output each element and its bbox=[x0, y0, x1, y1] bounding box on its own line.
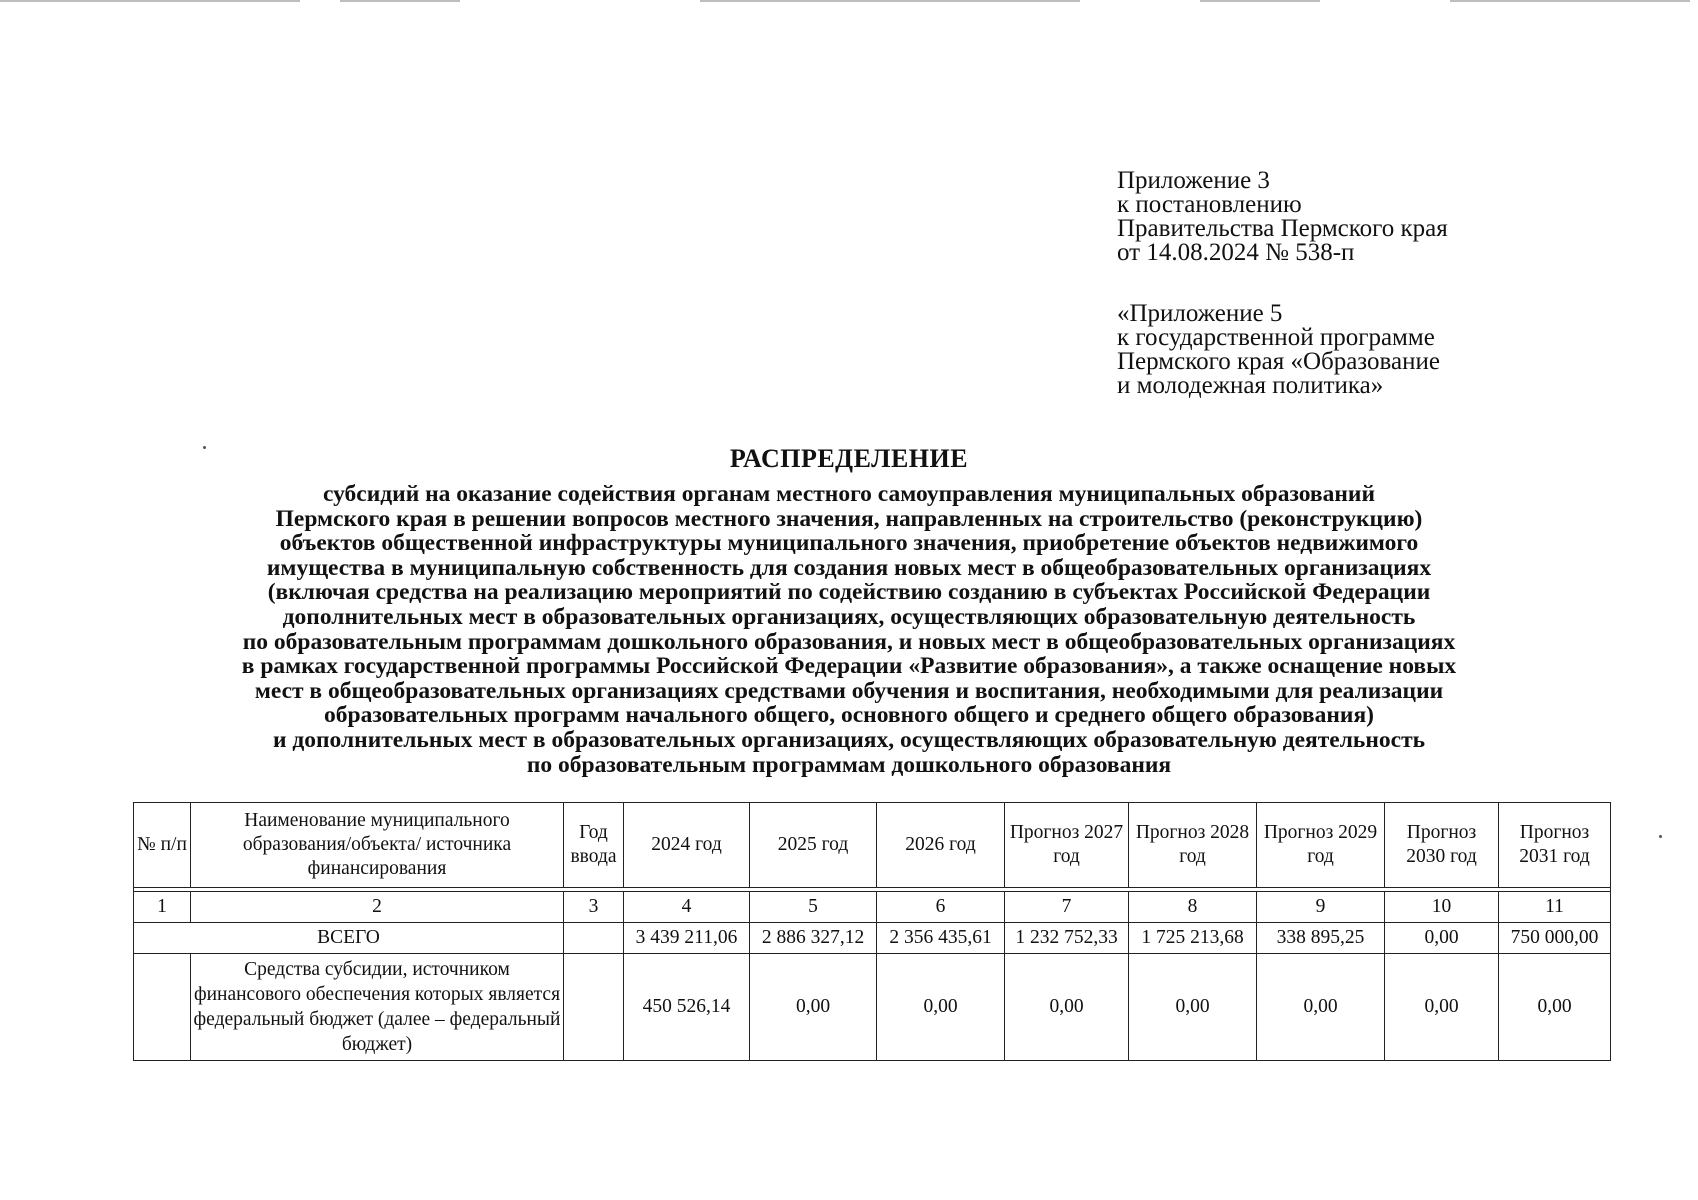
program-appendix-line: «Приложение 5 bbox=[1117, 300, 1283, 327]
program-appendix-line: к государственной программе bbox=[1117, 324, 1435, 351]
federal-2028: 0,00 bbox=[1129, 954, 1257, 1061]
subtitle-line: в рамках государственной программы Российской Федерации «Развитие образования», а также оснащение новых bbox=[241, 653, 1457, 680]
subtitle-line: имущества в муниципальную собственность для создания новых мест в общеобразовательных организациях bbox=[266, 554, 1432, 581]
appendix-line: к постановлению bbox=[1117, 191, 1302, 218]
federal-year-cell bbox=[564, 954, 624, 1061]
column-number: 2 bbox=[191, 892, 564, 923]
total-2026: 2 356 435,61 bbox=[877, 923, 1005, 954]
header-2026: 2026 год bbox=[877, 803, 1005, 888]
program-appendix-reference bbox=[1117, 302, 1637, 398]
header-2030: Прогноз 2030 год bbox=[1385, 803, 1499, 888]
appendix-reference bbox=[1117, 169, 1637, 265]
scan-edge-line bbox=[700, 0, 1080, 2]
program-appendix-line: Пермского края «Образование bbox=[1117, 348, 1440, 375]
column-number: 6 bbox=[877, 892, 1005, 923]
subtitle-line: (включая средства на реализацию мероприятий по содействию созданию в субъектах Российской Федерации bbox=[267, 579, 1431, 606]
subtitle-line: Пермского края в решении вопросов местного значения, направленных на строительство (реконструкцию) bbox=[275, 505, 1423, 532]
subtitle-line: образовательных программ начального общего, основного общего и среднего общего образования) bbox=[324, 702, 1374, 729]
header-2027: Прогноз 2027 год bbox=[1005, 803, 1129, 888]
column-number: 1 bbox=[134, 892, 191, 923]
column-number: 5 bbox=[750, 892, 877, 923]
column-number: 3 bbox=[564, 892, 624, 923]
column-number: 7 bbox=[1005, 892, 1129, 923]
federal-2027: 0,00 bbox=[1005, 954, 1129, 1061]
federal-source-name: Средства субсидии, источником финансового обеспечения которых является федеральный бюджет (далее – федеральный бюджет) bbox=[191, 954, 564, 1061]
column-number: 11 bbox=[1499, 892, 1611, 923]
subtitle-line: субсидий на оказание содействия органам местного самоуправления муниципальных образований bbox=[322, 481, 1375, 507]
total-2029: 338 895,25 bbox=[1257, 923, 1385, 954]
appendix-line: от 14.08.2024 № 538-п bbox=[1117, 239, 1355, 266]
column-number-row bbox=[134, 892, 1611, 923]
header-2028: Прогноз 2028 год bbox=[1129, 803, 1257, 888]
total-year-cell bbox=[564, 923, 624, 954]
total-2027: 1 232 752,33 bbox=[1005, 923, 1129, 954]
header-num: № п/п bbox=[134, 803, 191, 888]
column-number: 8 bbox=[1129, 892, 1257, 923]
total-label: ВСЕГО bbox=[134, 923, 564, 954]
total-2030: 0,00 bbox=[1385, 923, 1499, 954]
document-title: РАСПРЕДЕЛЕНИЕ bbox=[729, 444, 969, 473]
scan-speck bbox=[1659, 835, 1662, 838]
scan-edge-line bbox=[0, 0, 300, 2]
column-number: 10 bbox=[1385, 892, 1499, 923]
subtitle-line: и дополнительных мест в образовательных организациях, осуществляющих образовательную деятельность bbox=[272, 726, 1426, 753]
total-2031: 750 000,00 bbox=[1499, 923, 1611, 954]
document-subtitle bbox=[100, 482, 1598, 777]
federal-2026: 0,00 bbox=[877, 954, 1005, 1061]
total-row bbox=[134, 923, 1611, 954]
subtitle-line: объектов общественной инфраструктуры муниципального значения, приобретение объектов недвижимого bbox=[279, 530, 1419, 557]
appendix-line: Правительства Пермского края bbox=[1117, 215, 1448, 242]
federal-budget-row bbox=[134, 954, 1611, 1061]
subtitle-line: по образовательным программам дошкольного образования bbox=[526, 751, 1172, 778]
subtitle-line: по образовательным программам дошкольного образования, и новых мест в общеобразовательных организациях bbox=[242, 628, 1456, 655]
subtitle-line: дополнительных мест в образовательных организациях, осуществляющих образовательную деятельность bbox=[282, 603, 1416, 630]
scan-edge-line bbox=[340, 0, 460, 2]
total-2028: 1 725 213,68 bbox=[1129, 923, 1257, 954]
total-2025: 2 886 327,12 bbox=[750, 923, 877, 954]
federal-2029: 0,00 bbox=[1257, 954, 1385, 1061]
header-2031: Прогноз 2031 год bbox=[1499, 803, 1611, 888]
header-2024: 2024 год bbox=[624, 803, 750, 888]
subtitle-line: мест в общеобразовательных организациях средствами обучения и воспитания, необходимыми для реализации bbox=[254, 677, 1444, 704]
column-number: 9 bbox=[1257, 892, 1385, 923]
table-header-row bbox=[134, 803, 1611, 888]
column-number: 4 bbox=[624, 892, 750, 923]
header-year: Год ввода bbox=[564, 803, 624, 888]
total-2024: 3 439 211,06 bbox=[624, 923, 750, 954]
appendix-line: Приложение 3 bbox=[1117, 167, 1270, 194]
scan-edge-line bbox=[1450, 0, 1690, 2]
federal-2030: 0,00 bbox=[1385, 954, 1499, 1061]
program-appendix-line: и молодежная политика» bbox=[1117, 372, 1384, 399]
header-name: Наименование муниципального образования/объекта/ источника финансирования bbox=[191, 803, 564, 888]
federal-num-cell bbox=[134, 954, 191, 1061]
distribution-table bbox=[133, 802, 1611, 1061]
header-2025: 2025 год bbox=[750, 803, 877, 888]
federal-2024: 450 526,14 bbox=[624, 954, 750, 1061]
federal-2025: 0,00 bbox=[750, 954, 877, 1061]
header-2029: Прогноз 2029 год bbox=[1257, 803, 1385, 888]
federal-2031: 0,00 bbox=[1499, 954, 1611, 1061]
scan-edge-line bbox=[1200, 0, 1320, 2]
